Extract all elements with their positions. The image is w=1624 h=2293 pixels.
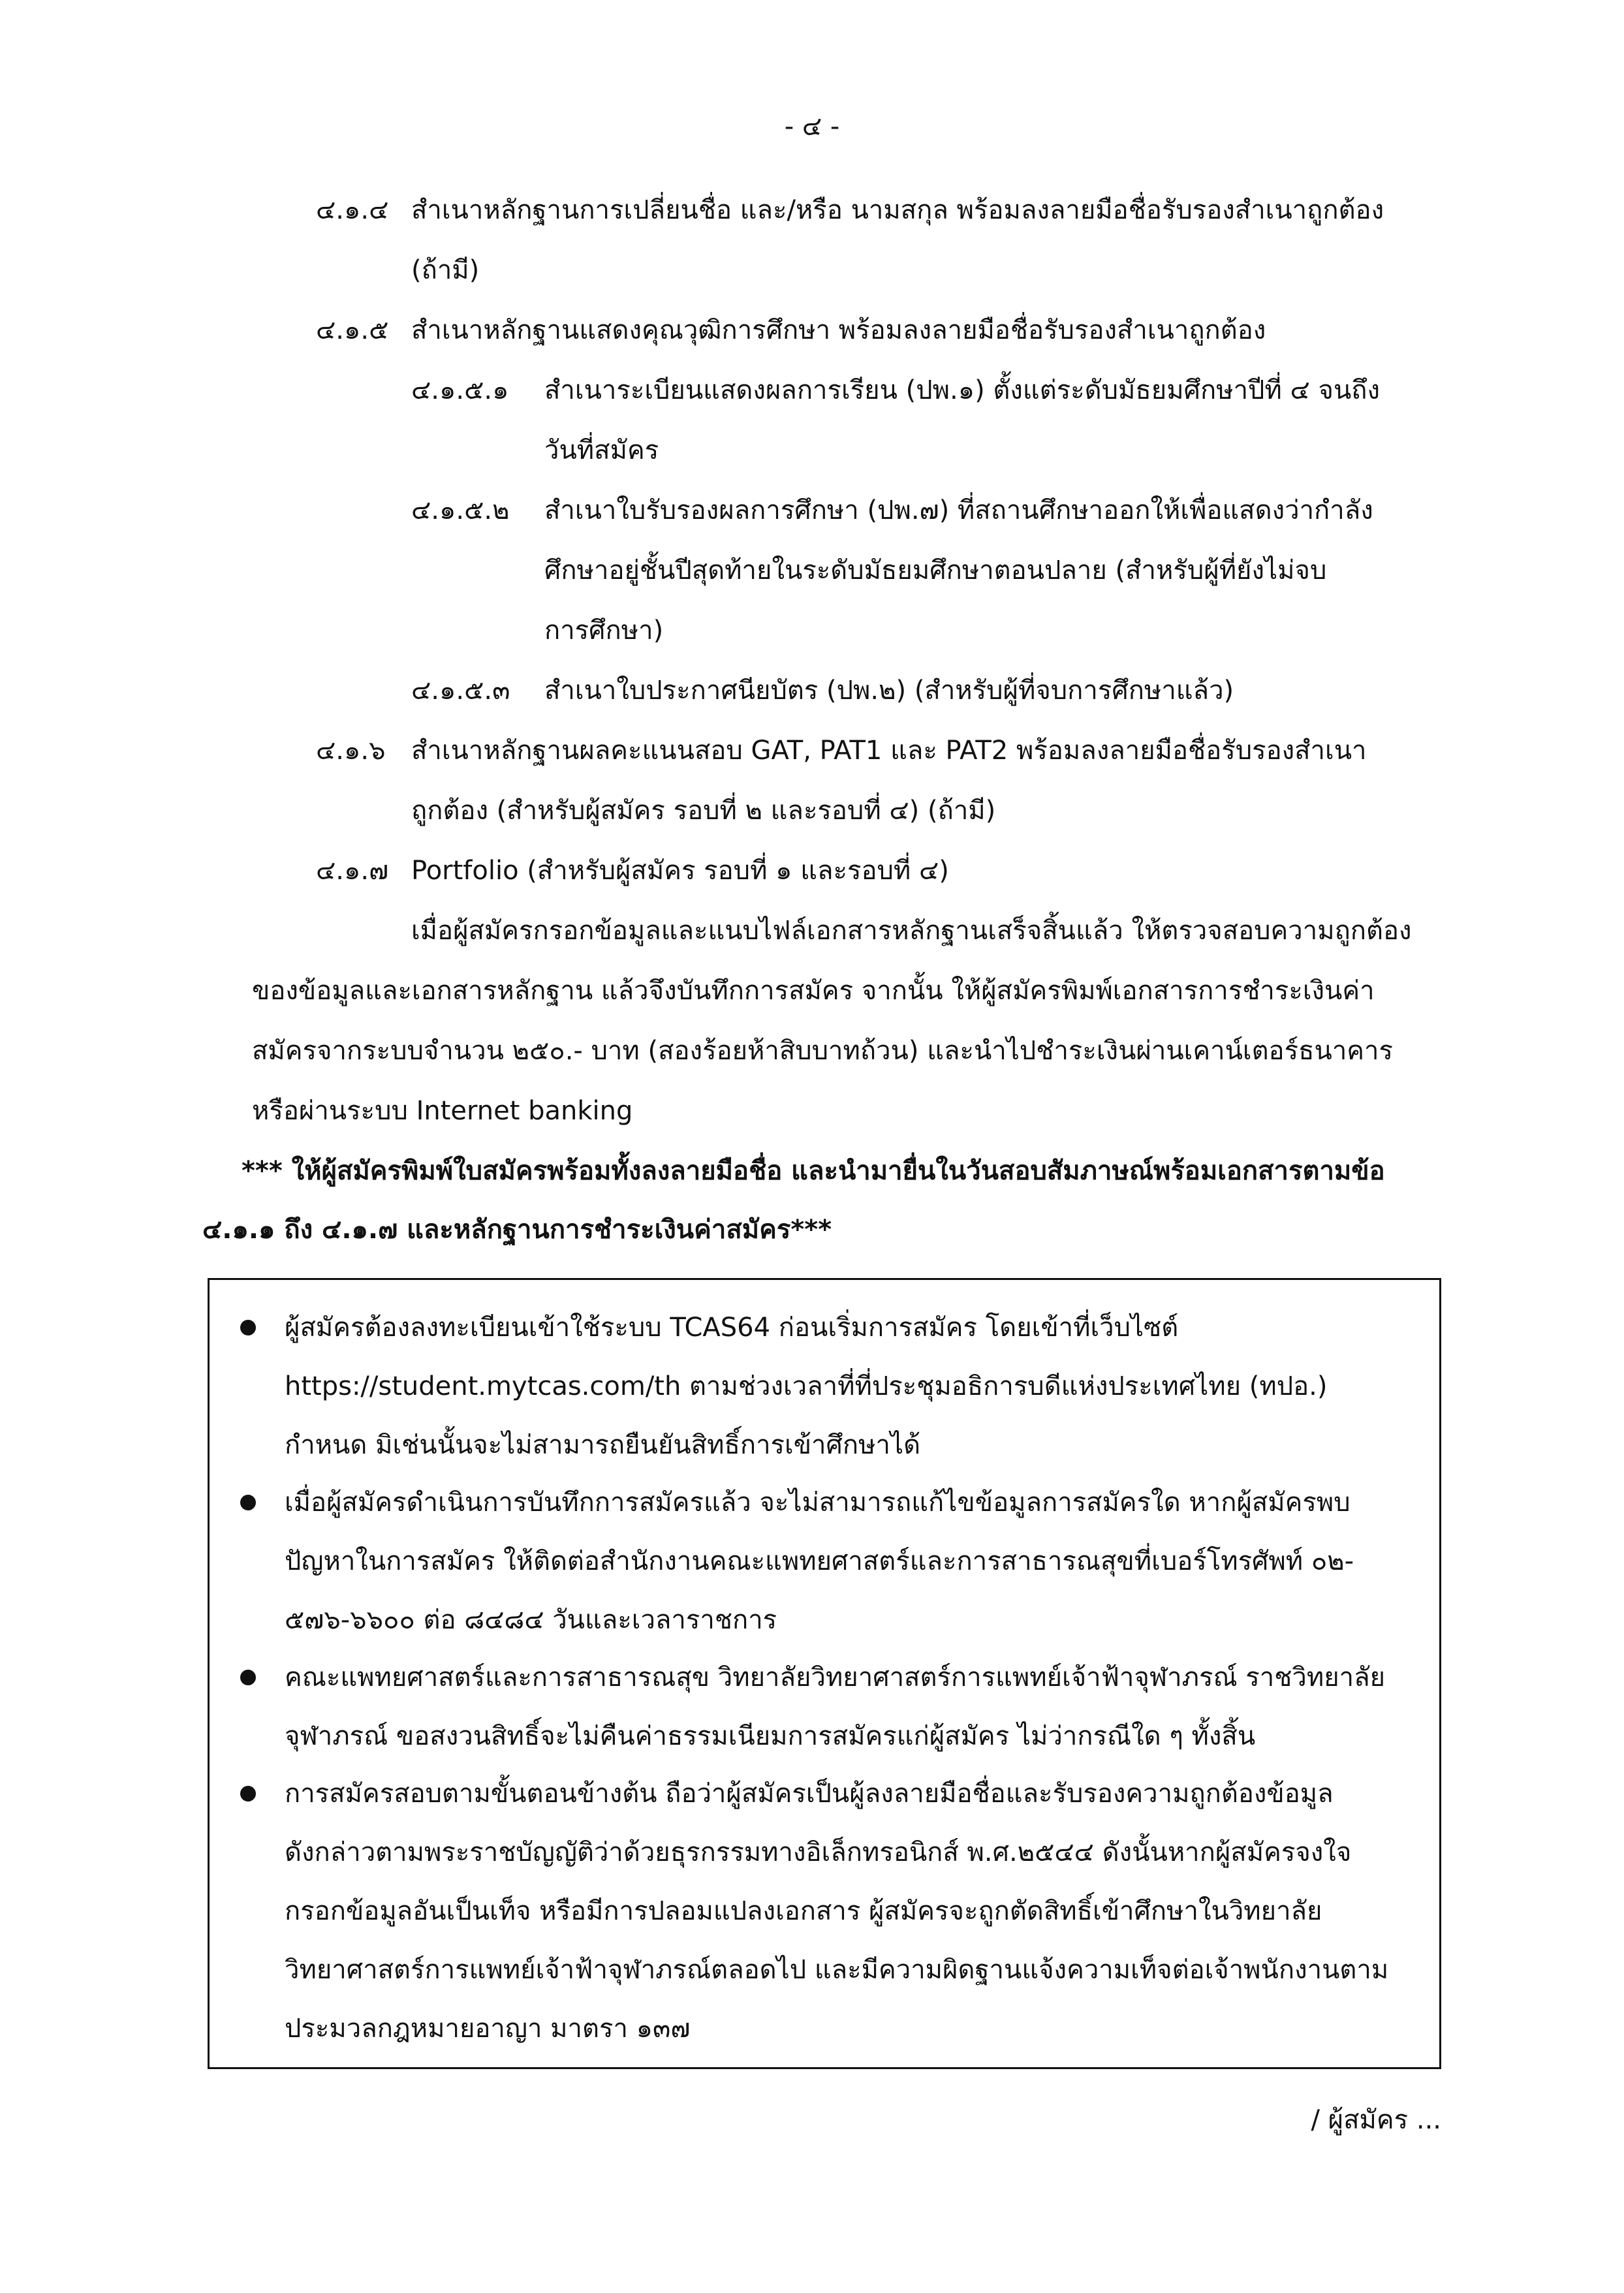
- bullet-icon: [240, 1786, 256, 1802]
- box-bullet-3-line-2: จุฬาภรณ์ ขอสงวนสิทธิ์จะไม่คืนค่าธรรมเนียมการสมัครแก่ผู้สมัคร ไม่ว่ากรณีใด ๆ ทั้งสิ้น: [285, 1721, 1256, 1751]
- box-bullet-3-line-1: คณะแพทยศาสตร์และการสาธารณสุข วิทยาลัยวิทยาศาสตร์การแพทย์เจ้าฟ้าจุฬาภรณ์ ราชวิทยาลัย: [285, 1662, 1386, 1692]
- item-number-4-1-4: ๔.๑.๔: [316, 195, 389, 225]
- subitem-4-1-5-2-line-2: ศึกษาอยู่ชั้นปีสุดท้ายในระดับมัธยมศึกษาตอนปลาย (สำหรับผู้ที่ยังไม่จบ: [544, 555, 1327, 585]
- subitem-4-1-5-3-line-1: สำเนาใบประกาศนียบัตร (ปพ.๒) (สำหรับผู้ที่จบการศึกษาแล้ว): [544, 676, 1234, 706]
- box-bullet-2-line-1: เมื่อผู้สมัครดำเนินการบันทึกการสมัครแล้ว จะไม่สามารถแก้ไขข้อมูลการสมัครใด หากผู้สมัครพบ: [285, 1488, 1351, 1518]
- bold-notice-line-1: *** ให้ผู้สมัครพิมพ์ใบสมัครพร้อมทั้งลงลายมือชื่อ และนำมายื่นในวันสอบสัมภาษณ์พร้อมเอกสารตามข้อ: [242, 1156, 1385, 1186]
- item-4-1-6-line-1: สำเนาหลักฐานผลคะแนนสอบ GAT, PAT1 และ PAT2 พร้อมลงลายมือชื่อรับรองสำเนา: [411, 736, 1367, 766]
- subitem-4-1-5-2-line-3: การศึกษา): [544, 616, 664, 646]
- subitem-number-4-1-5-3: ๔.๑.๕.๓: [411, 676, 510, 706]
- page-number: - ๔ -: [784, 112, 840, 142]
- box-bullet-4-line-2: ดังกล่าวตามพระราชบัญญัติว่าด้วยธุรกรรมทางอิเล็กทรอนิกส์ พ.ศ.๒๕๔๔ ดังนั้นหากผู้สมัครจงใจ: [285, 1837, 1352, 1867]
- box-bullet-4-line-3: กรอกข้อมูลอันเป็นเท็จ หรือมีการปลอมแปลงเอกสาร ผู้สมัครจะถูกตัดสิทธิ์เข้าศึกษาในวิทยาลัย: [285, 1896, 1322, 1926]
- item-number-4-1-6: ๔.๑.๖: [316, 736, 386, 766]
- box-bullet-1-line-1: ผู้สมัครต้องลงทะเบียนเข้าใช้ระบบ TCAS64 ก่อนเริ่มการสมัคร โดยเข้าที่เว็บไซต์: [285, 1313, 1179, 1343]
- item-number-4-1-7: ๔.๑.๗: [316, 856, 389, 886]
- subitem-4-1-5-1-line-2: วันที่สมัคร: [544, 435, 659, 465]
- paragraph-line-2: ของข้อมูลและเอกสารหลักฐาน แล้วจึงบันทึกการสมัคร จากนั้น ให้ผู้สมัครพิมพ์เอกสารการชำระเงินค่า: [252, 976, 1375, 1006]
- item-4-1-5-line-1: สำเนาหลักฐานแสดงคุณวุฒิการศึกษา พร้อมลงลายมือชื่อรับรองสำเนาถูกต้อง: [411, 315, 1266, 345]
- paragraph-line-1: เมื่อผู้สมัครกรอกข้อมูลและแนบไฟล์เอกสารหลักฐานเสร็จสิ้นแล้ว ให้ตรวจสอบความถูกต้อง: [411, 916, 1412, 946]
- paragraph-line-3: สมัครจากระบบจำนวน ๒๕๐.- บาท (สองร้อยห้าสิบบาทถ้วน) และนำไปชำระเงินผ่านเคาน์เตอร์ธนาคาร: [252, 1036, 1393, 1066]
- box-bullet-1-line-2: https://student.mytcas.com/th ตามช่วงเวลาที่ที่ประชุมอธิการบดีแห่งประเทศไทย (ทปอ.): [285, 1371, 1328, 1401]
- item-number-4-1-5: ๔.๑.๕: [316, 315, 389, 345]
- paragraph-line-4: หรือผ่านระบบ Internet banking: [252, 1096, 633, 1126]
- item-4-1-4-line-1: สำเนาหลักฐานการเปลี่ยนชื่อ และ/หรือ นามสกุล พร้อมลงลายมือชื่อรับรองสำเนาถูกต้อง: [411, 195, 1384, 225]
- subitem-number-4-1-5-1: ๔.๑.๕.๑: [411, 375, 509, 405]
- item-4-1-7-line-1: Portfolio (สำหรับผู้สมัคร รอบที่ ๑ และรอบที่ ๔): [411, 856, 949, 886]
- subitem-4-1-5-2-line-1: สำเนาใบรับรองผลการศึกษา (ปพ.๗) ที่สถานศึกษาออกให้เพื่อแสดงว่ากำลัง: [544, 495, 1373, 525]
- bold-notice-line-2: ๔.๑.๑ ถึง ๔.๑.๗ และหลักฐานการชำระเงินค่าสมัคร***: [202, 1215, 832, 1245]
- box-bullet-2-line-3: ๕๗๖-๖๖๐๐ ต่อ ๘๔๘๔ วันและเวลาราชการ: [285, 1605, 777, 1635]
- subitem-number-4-1-5-2: ๔.๑.๕.๒: [411, 495, 510, 525]
- box-bullet-2-line-2: ปัญหาในการสมัคร ให้ติดต่อสำนักงานคณะแพทยศาสตร์และการสาธารณสุขที่เบอร์โทรศัพท์ ๐๒-: [285, 1546, 1354, 1576]
- item-4-1-4-line-2: (ถ้ามี): [411, 255, 480, 285]
- box-bullet-4-line-1: การสมัครสอบตามขั้นตอนข้างต้น ถือว่าผู้สมัครเป็นผู้ลงลายมือชื่อและรับรองความถูกต้องข้อมูล: [285, 1779, 1334, 1809]
- bullet-icon: [240, 1670, 256, 1685]
- box-bullet-1-line-3: กำหนด มิเช่นนั้นจะไม่สามารถยืนยันสิทธิ์การเข้าศึกษาได้: [285, 1430, 921, 1460]
- item-4-1-6-line-2: ถูกต้อง (สำหรับผู้สมัคร รอบที่ ๒ และรอบที่ ๔) (ถ้ามี): [411, 796, 996, 826]
- bullet-icon: [240, 1320, 256, 1335]
- box-bullet-4-line-5: ประมวลกฎหมายอาญา มาตรา ๑๓๗: [285, 2014, 691, 2044]
- bullet-icon: [240, 1495, 256, 1510]
- box-bullet-4-line-4: วิทยาศาสตร์การแพทย์เจ้าฟ้าจุฬาภรณ์ตลอดไป และมีความผิดฐานแจ้งความเท็จต่อเจ้าพนักงานตาม: [285, 1955, 1389, 1985]
- continuation-footer: / ผู้สมัคร ...: [1311, 2105, 1441, 2135]
- subitem-4-1-5-1-line-1: สำเนาระเบียนแสดงผลการเรียน (ปพ.๑) ตั้งแต่ระดับมัธยมศึกษาปีที่ ๔ จนถึง: [544, 375, 1381, 405]
